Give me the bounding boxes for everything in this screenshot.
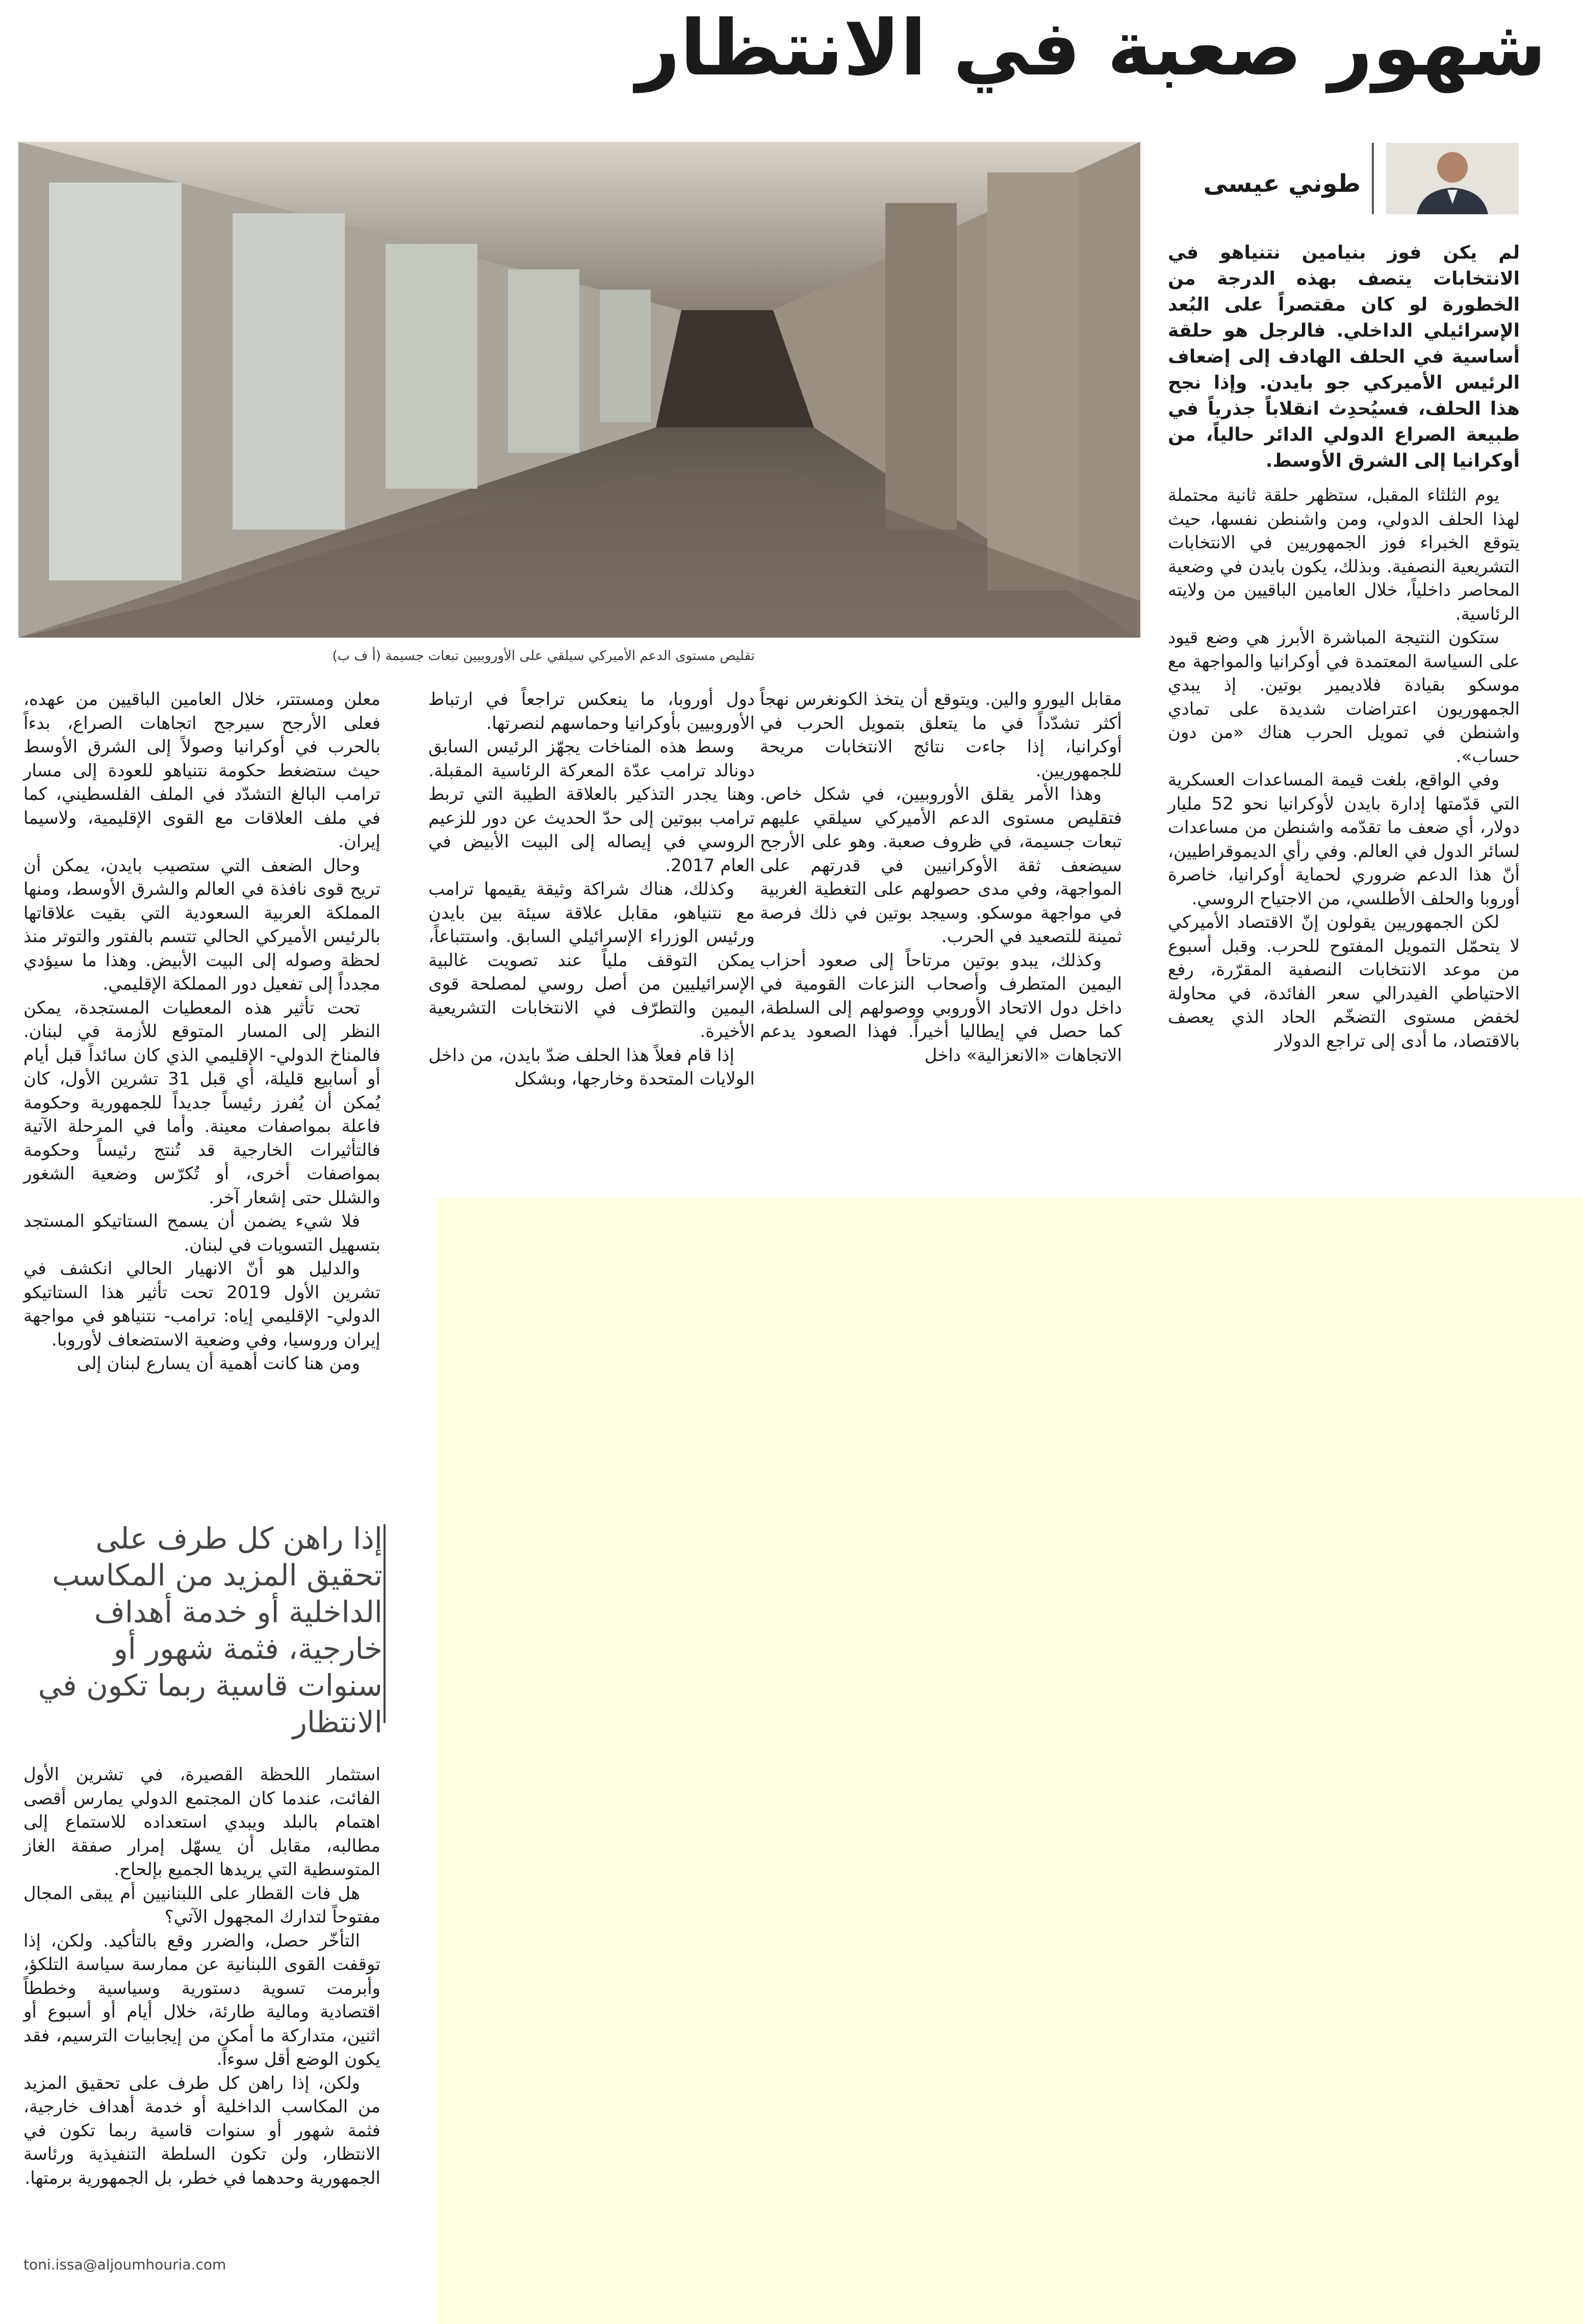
lead-text: لم يكن فوز بنيامين نتنياهو في الانتخابات يتصف بهذه الدرجة من الخطورة لو كان مقتصراً على البُعد الإسرائيلي الداخلي. فالرجل هو حلقة أساسية في الحلف الهادف إلى إضعاف الرئيس الأميركي جو بايدن. وإذا نجح هذا الحلف، فسيُحدِث انقلاباً جذرياً في طبيعة الصراع الدولي الدائر حالياً، من أوكرانيا إلى الشرق الأوسط. [1168,242,1520,471]
pullquote-rule [384,1524,386,1723]
paragraph: وفي الواقع، بلغت قيمة المساعدات العسكرية التي قدّمتها إدارة بايدن لأوكرانيا نحو 52 مليار دولار، أي ضعف ما تقدّمه واشنطن من مساعدات لسائر الدول في العالم. وفي رأي الديموقراطيين، أنّ هذا الدعم ضروري لحماية أوكرانيا، خاصرة أوروبا والحلف الأطلسي، من الاجتياح الروسي. [1168,770,1520,909]
article-column-3 [428,688,755,1147]
ad-placeholder [436,1198,1583,2324]
paragraph: ومن هنا كانت أهمية أن يسارع لبنان إلى [76,1353,360,1374]
paragraph: التأخّر حصل، والضرر وقع بالتأكيد. ولكن، إذا توقفت القوى اللبنانية عن ممارسة سياسة التلكؤ، وأبرمت تسوية دستورية وسياسية وخططاً اقتصادية ومالية طارئة، خلال أيام أو أسبوع أو اثنين، متداركة ما أمكن من إيجابيات الترسيم، فقد يكون الوضع أقل سوءاً. [23,1930,380,2069]
paragraph: ستكون النتيجة المباشرة الأبرز هي وضع قيود على السياسة المعتمدة في أوكرانيا والمواجهة مع موسكو بقيادة فلاديمير بوتين. إذ يبدي الجمهوريون اعتراضات شديدة على تمادي واشنطن في تمويل الحرب هناك «من دون حساب». [1168,627,1520,767]
lead-paragraph [1168,240,1520,471]
article-column-5 [23,1763,380,2263]
paragraph: لكن الجمهوريين يقولون إنّ الاقتصاد الأميركي لا يتحمّل التمويل المفتوح للحرب. وقبل أسبوع من موعد الانتخابات النصفية المقرّرة، رفع الاحتياطي الفيدرالي سعر الفائدة، في محاولة لخفض مستوى التضخّم الحاد الذي يعصف بالاقتصاد، ما أدى إلى تراجع الدولار [1168,912,1520,1051]
article-column-1 [1168,484,1520,1177]
paragraph: وكذلك، يبدو بوتين مرتاحاً إلى صعود أحزاب اليمين المتطرف وأصحاب النزعات القومية في داخل دول الاتحاد الأوروبي ووصولهم إلى السلطة، كما حصل في إيطاليا أخيراً. فهذا الصعود يدعم الاتجاهات «الانعزالية» داخل [760,950,1122,1066]
paragraph: ولكن، إذا راهن كل طرف على تحقيق المزيد من المكاسب الداخلية أو خدمة أهداف خارجية، فثمة شهور أو سنوات قاسية ربما تكون في الانتظار، ولن تكون السلطة التنفيذية ورئاسة الجمهورية وحدهما في خطر، بل الجمهورية برمتها. [23,2073,380,2188]
article-column-2 [760,688,1122,1147]
paragraph: يوم الثلثاء المقبل، ستظهر حلقة ثانية محتملة لهذا الحلف الدولي، ومن واشنطن نفسها، حيث يتوقع الخبراء فوز الجمهوريين في الانتخابات التشريعية النصفية. وبذلك، يكون بايدن في وضعية المحاصر داخلياً، خلال العامين الباقيين من ولايته الرئاسية. [1168,485,1520,624]
paragraph: وكذلك، هناك شراكة وثيقة يقيمها ترامب مع نتنياهو، مقابل علاقة سيئة بين بايدن ورئيس الوزراء الإسرائيلي السابق. واستتباعاً، يمكن التوقف ملياً عند تصويت غالبية الإسرائيليين من أصل روسي لمصلحة قوى اليمين والتطرّف في الانتخابات التشريعية الأخيرة. [428,879,755,1042]
paragraph: والدليل هو أنّ الانهيار الحالي انكشف في تشرين الأول 2019 تحت تأثير هذا الستاتيكو الدولي- الإقليمي إياه: ترامب- نتنياهو في مواجهة إيران وروسيا، وفي وضعية الاستضعاف لأوروبا. [23,1258,380,1350]
paragraph: وحال الضعف التي ستصيب بايدن، يمكن أن تريح قوى نافذة في العالم والشرق الأوسط، ومنها المملكة العربية السعودية التي بقيت علاقاتها بالرئيس الأميركي الحالي تتسم بالفتور والتوتر منذ لحظة وصوله إلى البيت الأبيض. وهذا ما سيؤدي مجدداً إلى تفعيل دور المملكة الإقليمي. [23,855,380,994]
pullquote: إذا راهن كل طرف على تحقيق المزيد من المكاسب الداخلية أو خدمة أهداف خارجية، فثمة شهور أو سنوات قاسية ربما تكون في الانتظار [38,1521,382,1739]
paragraph: فلا شيء يضمن أن يسمح الستاتيكو المستجد بتسهيل التسويات في لبنان. [23,1211,380,1255]
paragraph: تحت تأثير هذه المعطيات المستجدة، يمكن النظر إلى المسار المتوقع للأزمة في لبنان. فالمناخ الدولي- الإقليمي الذي كان سائداً قبل أيام أو أسابيع قليلة، أي قبل 31 تشرين الأول، كان يُمكن أن يُفرز رئيساً جديداً للجمهورية وحكومة فاعلة بمواصفات معينة. وأما في المرحلة الآتية فالتأثيرات الخارجية قد تُنتج رئيساً وحكومة بمواصفات أخرى، أو تُكرّس وضعية الشغور والشلل حتى إشعار آخر. [23,997,380,1208]
headline: شهور صعبة في الانتظار [636,4,1546,93]
author-name: طوني عيسى [1203,169,1361,198]
photo-caption: تقليص مستوى الدعم الأميركي سيلقي على الأوروبيين تبعات جسيمة (أ ف ب) [332,648,755,664]
author-photo [1386,143,1519,214]
paragraph: هل فات القطار على اللبنانيين أم يبقى المجال مفتوحاً لتدارك المجهول الآتي؟ [23,1883,380,1927]
paragraph: استثمار اللحظة القصيرة، في تشرين الأول الفائت، عندما كان المجتمع الدولي يمارس أقصى اهتمام بالبلد ويبدي استعداده للاستماع إلى مطالبه، مقابل أن يسهّل إمرار صفقة الغاز المتوسطية التي يريدها الجميع بإلحاح. [23,1764,380,1880]
paragraph: مقابل اليورو والين. ويتوقع أن يتخذ الكونغرس نهجاً أكثر تشدّداً في ما يتعلق بتمويل الحرب في أوكرانيا، إذا جاءت نتائج الانتخابات مريحة للجمهوريين. [760,689,1122,781]
author-email: toni.issa@aljoumhouria.com [23,2256,226,2273]
article-photo [18,142,1140,638]
paragraph: وسط هذه المناخات يجهّز الرئيس السابق دونالد ترامب عدّة المعركة الرئاسية المقبلة. وهنا يجدر التذكير بالعلاقة الطيبة التي تربط ترامب ببوتين إلى حدّ الحديث عن دور للزعيم الروسي في إيصاله إلى البيت الأبيض في العام 2017. [428,737,755,876]
paragraph: دول أوروبا، ما ينعكس تراجعاً في ارتباط الأوروبيين بأوكرانيا وحماسهم لنصرتها. [428,689,755,734]
paragraph: وهذا الأمر يقلق الأوروبيين، في شكل خاص. فتقليص مستوى الدعم الأميركي سيلقي عليهم تبعات جسيمة، في ظروف صعبة. وهو على الأرجح سيضعف ثقة الأوكرانيين في قدرتهم على المواجهة، وفي مدى حصولهم على التغطية الغربية في مواجهة موسكو. وسيجد بوتين في ذلك فرصة ثمينة للتصعيد في الحرب. [760,784,1122,947]
author-divider [1372,143,1374,214]
paragraph: معلن ومستتر، خلال العامين الباقيين من عهده، فعلى الأرجح سيرجح اتجاهات الصراع، بدءاً بالحرب في أوكرانيا وصولاً إلى الشرق الأوسط حيث ستضغط حكومة نتنياهو للعودة إلى مسار ترامب البالغ التشدّد في الملف الفلسطيني، كما في ملف العلاقات مع القوى الإقليمية، ولاسيما إيران. [23,689,380,852]
paragraph: إذا قام فعلاً هذا الحلف ضدّ بايدن، من داخل الولايات المتحدة وخارجها، وبشكل [428,1045,755,1089]
